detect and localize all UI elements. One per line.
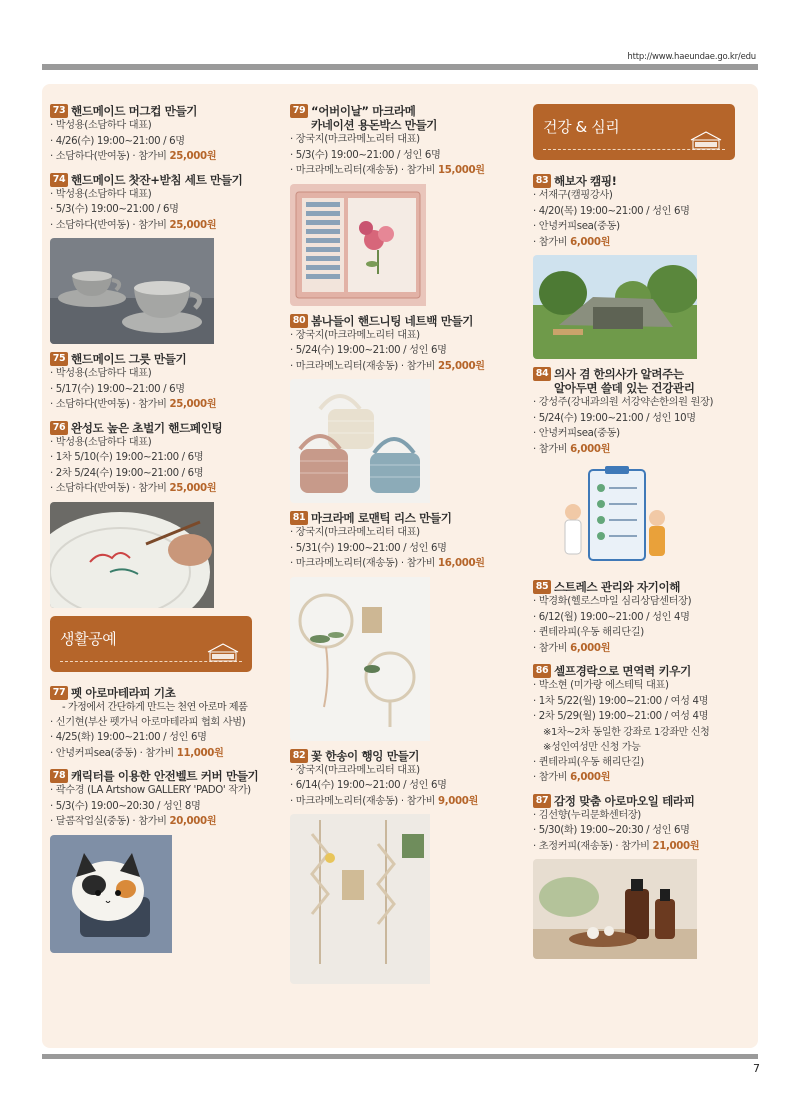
instructor: · 서재구(캠핑강사) [533, 190, 613, 201]
fee: 20,000원 [169, 816, 217, 827]
course-title: 87 감정 맞춤 아로마오일 테라피 [533, 794, 761, 808]
fee-line: · 참가비 6,000원 [533, 236, 611, 248]
camping-photo [533, 255, 761, 359]
aroma-oil-photo [533, 859, 761, 959]
school-logo-icon [687, 130, 725, 150]
course-number: 81 [290, 511, 308, 525]
instructor: · 곽수경 (LA Artshow GALLERY 'PADO' 작가) [50, 785, 251, 796]
course-81 [290, 511, 518, 741]
course-title: 73 핸드메이드 머그컵 만들기 [50, 104, 278, 118]
wreath-photo [290, 577, 518, 741]
fee-line: · 참가비 6,000원 [533, 642, 611, 654]
venue: · 퀸테라피(우동 해리단길) [533, 756, 644, 768]
course-number: 83 [533, 174, 551, 188]
schedule: · 4/26(수) 19:00~21:00 / 6명 [50, 135, 185, 147]
course-title: 76 완성도 높은 초벌기 핸드페인팅 [50, 421, 278, 435]
course-number: 77 [50, 686, 68, 700]
fee-line: · 참가비 6,000원 [533, 443, 611, 455]
venue-fee: · 안녕커피sea(중동) · 참가비 11,000원 [50, 747, 224, 759]
course-title: 82 꽃 한송이 행잉 만들기 [290, 749, 518, 763]
schedule: · 5/24(수) 19:00~21:00 / 성인 10명 [533, 412, 696, 424]
venue-fee: · 소담하다(반여동) · 참가비 25,000원 [50, 483, 217, 494]
schedule-1: · 1차 5/22(월) 19:00~21:00 / 여성 4명 [533, 695, 709, 707]
note-2: ※성인여성만 신청 가능 [543, 741, 641, 753]
schedule-2: · 2차 5/24(수) 19:00~21:00 / 6명 [50, 467, 204, 479]
fee-line: · 참가비 6,000원 [533, 772, 611, 783]
school-logo-icon [204, 642, 242, 662]
fee: 16,000원 [437, 558, 485, 569]
instructor: · 박경화(헬로스마일 심리상담센터장) [533, 596, 692, 607]
website-url[interactable]: http://www.haeundae.go.kr/edu [627, 52, 756, 62]
instructor: · 강성주(강내과의원 서강약손한의원 원장) [533, 397, 714, 408]
instructor: · 김선향(누리문화센터장) [533, 809, 641, 821]
schedule: · 6/12(월) 19:00~21:00 / 성인 4명 [533, 611, 690, 623]
instructor: · 박성용(소담하다 대표) [50, 188, 152, 200]
course-77 [50, 686, 278, 762]
venue-fee: · 소담하다(반여동) · 참가비 25,000원 [50, 399, 217, 410]
course-82 [290, 749, 518, 985]
course-number: 75 [50, 352, 68, 366]
course-78 [50, 769, 278, 953]
venue-fee: · 마크라메노리터(재송동) · 참가비 16,000원 [290, 558, 485, 569]
fee: 15,000원 [437, 165, 485, 176]
instructor: · 박성용(소담하다 대표) [50, 436, 152, 448]
course-number: 80 [290, 314, 308, 328]
schedule: · 5/3(수) 19:00~20:30 / 성인 8명 [50, 800, 201, 812]
venue: · 안녕커피sea(중동) [533, 221, 620, 232]
course-title: 80 봄나들이 핸드니팅 네트백 만들기 [290, 314, 518, 328]
schedule-1: · 1차 5/10(수) 19:00~21:00 / 6명 [50, 452, 204, 463]
course-number: 84 [533, 367, 551, 381]
course-75 [50, 352, 278, 413]
schedule: · 6/14(수) 19:00~21:00 / 성인 6명 [290, 780, 447, 791]
venue-fee: · 소담하다(반여동) · 참가비 25,000원 [50, 151, 217, 162]
instructor: · 박성용(소담하다 대표) [50, 368, 152, 379]
instructor: · 장국지(마크라메노리터 대표) [290, 764, 420, 776]
fee: 6,000원 [570, 772, 611, 783]
course-number: 82 [290, 749, 308, 763]
course-title: 74 핸드메이드 찻잔+받침 세트 만들기 [50, 173, 278, 187]
schedule: · 4/25(화) 19:00~21:00 / 성인 6명 [50, 732, 207, 743]
course-80 [290, 314, 518, 504]
course-87 [533, 794, 761, 960]
course-number: 86 [533, 664, 551, 678]
course-title: 86 셀프경락으로 면역력 키우기 [533, 664, 761, 678]
money-box-photo [290, 184, 518, 306]
venue-fee: · 마크라메노리터(재송동) · 참가비 25,000원 [290, 360, 485, 372]
instructor: · 박소현 (미가랑 에스테틱 대표) [533, 680, 669, 691]
hanging-photo [290, 814, 518, 984]
fee: 9,000원 [437, 795, 478, 807]
venue-fee: · 마크라메노리터(재송동) · 참가비 9,000원 [290, 795, 478, 807]
section-title: 생활공예 [60, 629, 117, 648]
schedule: · 5/17(수) 19:00~21:00 / 6명 [50, 383, 185, 395]
fee: 25,000원 [169, 399, 217, 410]
course-86 [533, 664, 761, 786]
health-checklist-illustration [553, 462, 761, 572]
fee: 25,000원 [169, 483, 217, 494]
course-number: 73 [50, 104, 68, 118]
net-bag-photo [290, 379, 518, 503]
cat-belt-cover-photo [50, 835, 278, 953]
page-number: 7 [753, 1062, 760, 1075]
course-84 [533, 367, 761, 572]
top-rule [42, 64, 758, 70]
course-number: 78 [50, 769, 68, 783]
schedule: · 5/3(수) 19:00~21:00 / 성인 6명 [290, 149, 441, 161]
course-subtitle: - 가정에서 간단하게 만드는 천연 아로마 제품 [62, 701, 248, 713]
schedule-2: · 2차 5/29(월) 19:00~21:00 / 여성 4명 [533, 711, 709, 722]
fee: 25,000원 [169, 151, 217, 162]
course-title: 75 핸드메이드 그릇 만들기 [50, 352, 278, 366]
course-73 [50, 104, 278, 165]
instructor: · 장국지(마크라메노리터 대표) [290, 527, 420, 538]
course-title: 83 해보자 캠핑! [533, 174, 761, 188]
instructor: · 장국지(마크라메노리터 대표) [290, 134, 420, 145]
course-title: 77 펫 아로마테라피 기초 [50, 686, 278, 700]
instructor: · 신기현(부산 펫가닉 아로마테라피 협회 사범) [50, 716, 246, 728]
course-85 [533, 580, 761, 656]
course-title: 84 의사 겸 한의사가 알려주는 알아두면 쓸데 있는 건강관리 [533, 367, 761, 395]
venue-fee: · 마크라메노리터(재송동) · 참가비 15,000원 [290, 165, 485, 176]
fee: 6,000원 [570, 443, 611, 455]
section-header-life-crafts [50, 616, 252, 672]
course-number: 76 [50, 421, 68, 435]
course-79 [290, 104, 518, 306]
course-title: 85 스트레스 관리와 자기이해 [533, 580, 761, 594]
course-number: 85 [533, 580, 551, 594]
fee: 25,000원 [169, 219, 217, 231]
teacup-photo [50, 238, 278, 344]
schedule: · 5/24(수) 19:00~21:00 / 성인 6명 [290, 345, 447, 356]
course-74 [50, 173, 278, 345]
instructor: · 장국지(마크라메노리터 대표) [290, 329, 420, 341]
painting-photo [50, 502, 278, 608]
course-number: 87 [533, 794, 551, 808]
venue: · 안녕커피sea(중동) [533, 428, 620, 439]
column-3 [533, 104, 761, 967]
schedule: · 5/31(수) 19:00~21:00 / 성인 6명 [290, 542, 447, 554]
column-1 [50, 104, 278, 961]
course-76 [50, 421, 278, 608]
venue: · 퀸테라피(우동 해리단길) [533, 627, 644, 638]
fee: 11,000원 [176, 747, 224, 759]
course-title: 79 “어버이날” 마크라메 카네이션 용돈박스 만들기 [290, 104, 518, 132]
schedule: · 4/20(목) 19:00~21:00 / 성인 6명 [533, 205, 690, 217]
section-title: 건강 & 심리 [543, 118, 620, 136]
fee: 6,000원 [570, 642, 611, 654]
course-83 [533, 174, 761, 359]
course-number: 79 [290, 104, 308, 118]
fee: 21,000원 [652, 840, 700, 852]
bottom-rule [42, 1054, 758, 1059]
course-title: 78 캐릭터를 이용한 안전벨트 커버 만들기 [50, 769, 278, 783]
schedule: · 5/3(수) 19:00~21:00 / 6명 [50, 204, 179, 215]
instructor: · 박성용(소담하다 대표) [50, 120, 152, 131]
venue-fee: · 소담하다(반여동) · 참가비 25,000원 [50, 219, 217, 231]
fee: 25,000원 [437, 360, 485, 372]
note-1: ※1차~2차 동일한 강좌로 1강좌만 신청 [543, 726, 710, 738]
course-number: 74 [50, 173, 68, 187]
fee: 6,000원 [570, 236, 611, 248]
section-header-health [533, 104, 735, 160]
column-2 [290, 104, 518, 992]
course-title: 81 마크라메 로맨틱 리스 만들기 [290, 511, 518, 525]
schedule: · 5/30(화) 19:00~20:30 / 성인 6명 [533, 825, 690, 836]
venue-fee: · 달콤작업실(중동) · 참가비 20,000원 [50, 816, 217, 827]
venue-fee: · 초정커피(재송동) · 참가비 21,000원 [533, 840, 700, 852]
